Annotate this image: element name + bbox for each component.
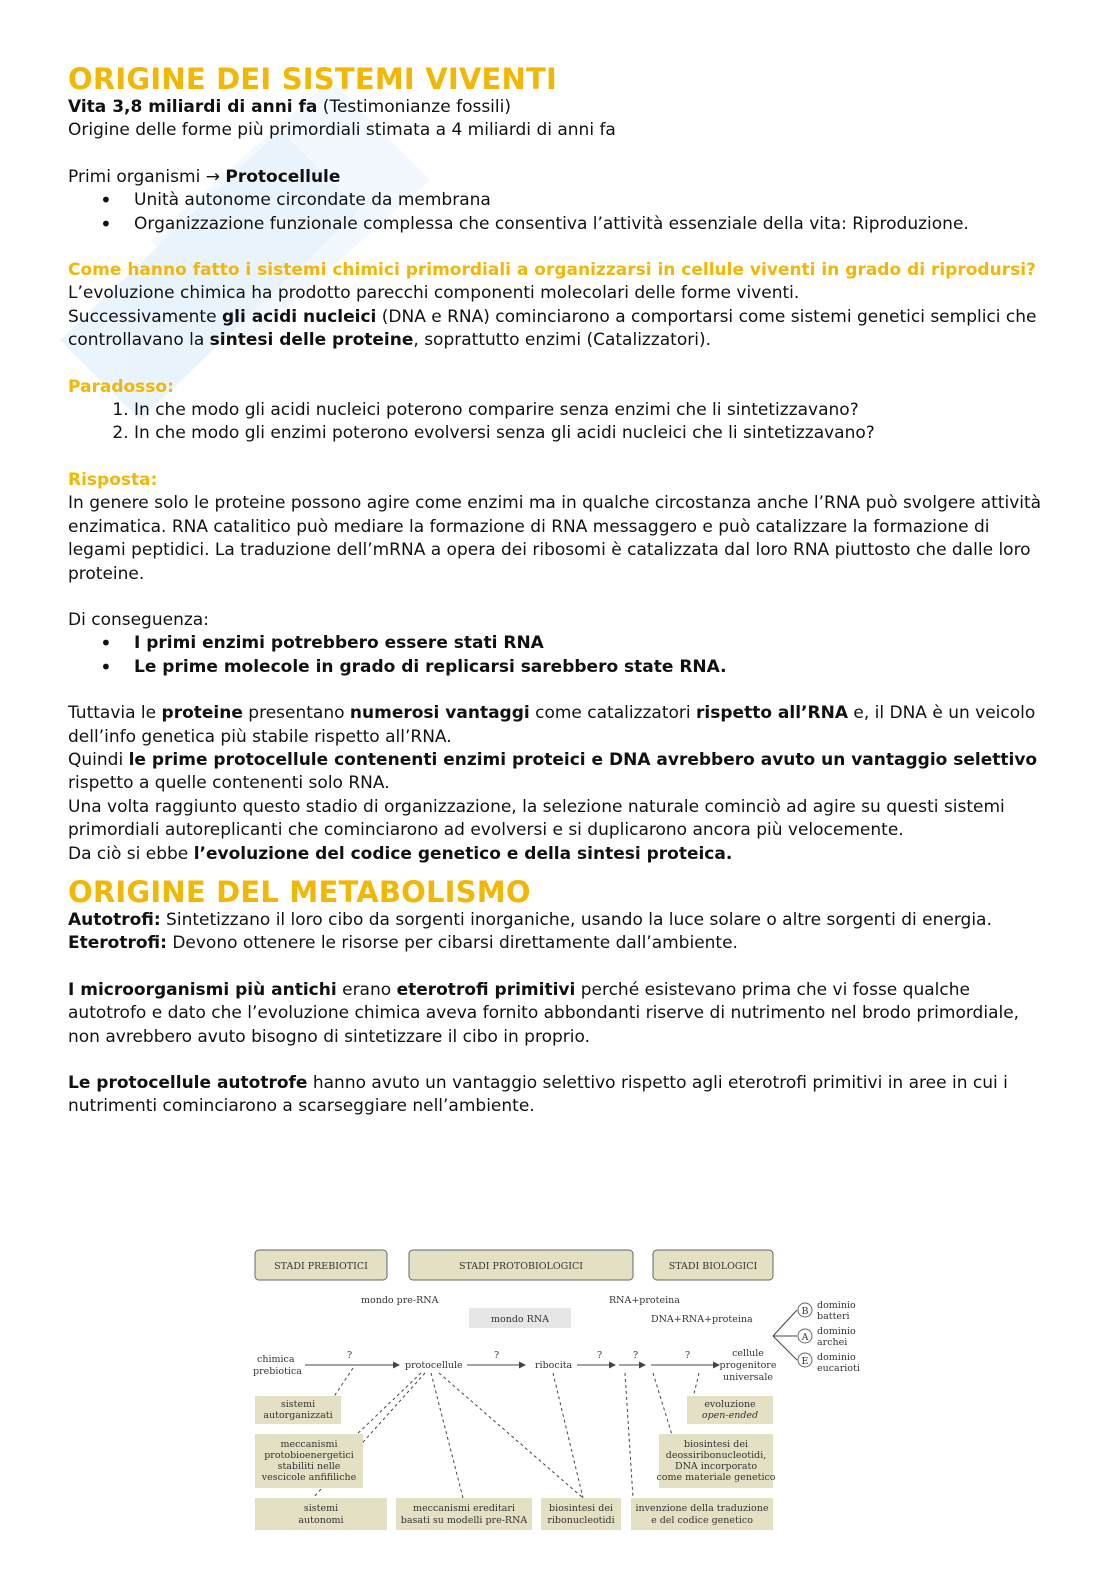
svg-text:meccanismi: meccanismi	[280, 1439, 338, 1450]
svg-text:sistemi: sistemi	[280, 1399, 316, 1410]
svg-text:e del codice genetico: e del codice genetico	[651, 1515, 753, 1526]
label-protocellule: protocellule	[405, 1360, 463, 1371]
stage-header-biological	[653, 1250, 773, 1280]
list-item: • Organizzazione funzionale complessa che consentiva l’attività essenziale della vita: Riproduzione.	[134, 213, 1048, 236]
list-item: • Unità autonome circondate da membrana	[134, 189, 1048, 212]
box-sistemi-autorganizzati	[255, 1396, 341, 1424]
svg-text:archei: archei	[817, 1337, 848, 1348]
box-sistemi-autonomi	[255, 1498, 387, 1530]
svg-text:?: ?	[685, 1350, 691, 1361]
proteins-advantage-paragraph: Tuttavia le proteine presentano numerosi vantaggi come catalizzatori rispetto all’RNA e, il DNA è un veicolo dell’info genetica più stabile rispetto all’RNA.	[68, 703, 1036, 747]
svg-text:evoluzione: evoluzione	[704, 1399, 756, 1410]
svg-text:STADI PROTOBIOLOGICI: STADI PROTOBIOLOGICI	[458, 1261, 584, 1272]
protocell-bullets	[68, 189, 1048, 236]
label-ribocita: ribocita	[535, 1360, 573, 1371]
box-meccanismi-protobioenergetici	[255, 1434, 363, 1488]
paradox-list	[68, 399, 1048, 446]
label-dna-rna-proteina: DNA+RNA+proteina	[651, 1314, 753, 1325]
svg-text:cellule: cellule	[732, 1348, 764, 1359]
svg-text:autonomi: autonomi	[298, 1515, 344, 1526]
svg-text:?: ?	[633, 1350, 639, 1361]
svg-text:basati su modelli pre-RNA: basati su modelli pre-RNA	[400, 1515, 528, 1526]
svg-text:come materiale genetico: come materiale genetico	[656, 1472, 776, 1483]
list-item: • Le prime molecole in grado di replicarsi sarebbero state RNA.	[134, 656, 1048, 679]
selective-advantage-paragraph: Quindi le prime protocellule contenenti enzimi proteici e DNA avrebbero avuto un vantaggio selettivo rispetto a quelle contenenti solo RNA.	[68, 749, 1038, 794]
box-biosintesi-ribonucleotidi	[541, 1498, 621, 1530]
svg-text:biosintesi dei: biosintesi dei	[549, 1503, 613, 1514]
nucleic-acids-paragraph: Successivamente gli acidi nucleici (DNA e RNA) cominciarono a comportarsi come sistemi genetici semplici che controllavano la sintesi delle proteine, soprattutto enzimi (Catalizzatori).	[68, 306, 1037, 351]
svg-text:B: B	[801, 1306, 809, 1317]
list-item: 1. In che modo gli acidi nucleici poterono comparire senza enzimi che li sintetizzavano?	[134, 399, 1048, 422]
chemical-evolution-line: L’evoluzione chimica ha prodotto parecchi componenti molecolari delle forme viventi.	[68, 283, 800, 304]
box-evoluzione-open-ended	[687, 1396, 773, 1424]
svg-text:biosintesi dei: biosintesi dei	[684, 1439, 748, 1450]
svg-text:dominio: dominio	[817, 1300, 856, 1311]
autotrophic-protocells-paragraph: Le protocellule autotrofe hanno avuto un vantaggio selettivo rispetto agli eterotrofi primitivi in aree in cui i nutrimenti cominciarono a scarseggiare nell’ambiente.	[68, 1073, 1008, 1117]
label-mondo-pre-rna: mondo pre-RNA	[361, 1295, 439, 1306]
stage-header-protobiological	[409, 1250, 633, 1280]
document-page	[68, 62, 1048, 1119]
label-mondo-rna: mondo RNA	[491, 1314, 549, 1325]
svg-text:STADI PREBIOTICI: STADI PREBIOTICI	[274, 1261, 368, 1272]
list-item: • I primi enzimi potrebbero essere stati RNA	[134, 632, 1048, 655]
section-title-origine-metabolismo: ORIGINE DEL METABOLISMO	[68, 874, 531, 909]
svg-text:?: ?	[347, 1350, 353, 1361]
answer-heading: Risposta:	[68, 469, 158, 490]
svg-text:protobioenergetici: protobioenergetici	[264, 1450, 354, 1461]
svg-text:invenzione della traduzione: invenzione della traduzione	[635, 1503, 769, 1514]
origin-estimate-line: Origine delle forme più primordiali stimata a 4 miliardi di anni fa	[68, 120, 616, 141]
life-age-line: Vita 3,8 miliardi di anni fa (Testimonianze fossili)	[68, 97, 511, 117]
box-biosintesi-deossiribonucleotidi	[656, 1434, 775, 1488]
svg-text:deossiribonucleotidi,: deossiribonucleotidi,	[665, 1450, 767, 1461]
svg-text:E: E	[801, 1356, 809, 1367]
svg-text:chimica: chimica	[257, 1354, 295, 1365]
svg-text:?: ?	[597, 1350, 603, 1361]
svg-text:autorganizzati: autorganizzati	[263, 1410, 333, 1421]
heterotrophs-definition: Eterotrofi: Devono ottenere le risorse per cibarsi direttamente dall’ambiente.	[68, 933, 738, 954]
svg-text:A: A	[801, 1332, 809, 1343]
evolution-stages-diagram	[253, 1248, 863, 1533]
box-meccanismi-ereditari	[396, 1498, 532, 1530]
svg-text:dominio: dominio	[817, 1352, 856, 1363]
svg-text:eucarioti: eucarioti	[817, 1363, 860, 1374]
genetic-code-paragraph: Da ciò si ebbe l’evoluzione del codice genetico e della sintesi proteica.	[68, 843, 733, 864]
answer-paragraph: In genere solo le proteine possono agire come enzimi ma in qualche circostanza anche l’RNA può svolgere attività enzimatica. RNA catalitico può mediare la formazione di RNA messaggero e può catalizzare la formazione di legami peptidici. La traduzione dell’mRNA a opera dei ribosomi è catalizzata dal loro RNA piuttosto che dalle loro proteine.	[68, 493, 1042, 584]
microorganisms-paragraph: I microorganismi più antichi erano eterotrofi primitivi perché esistevano prima che vi fosse qualche autotrofo e dato che l’evoluzione chimica aveva fornito abbondanti riserve di nutrimento nel brodo primordiale, non avrebbero avuto bisogno di sintetizzare il cibo in proprio.	[68, 979, 1020, 1047]
svg-text:stabiliti nelle: stabiliti nelle	[277, 1461, 341, 1472]
svg-text:sistemi: sistemi	[303, 1503, 339, 1514]
svg-text:batteri: batteri	[817, 1311, 850, 1322]
svg-text:ribonucleotidi: ribonucleotidi	[547, 1515, 615, 1526]
paradox-heading: Paradosso:	[68, 376, 174, 397]
natural-selection-paragraph: Una volta raggiunto questo stadio di organizzazione, la selezione naturale cominciò ad agire su questi sistemi primordiali autoreplicanti che cominciarono ad evolversi e si duplicarono ancora più velocemente.	[68, 796, 1005, 841]
svg-text:vescicole anfifiliche: vescicole anfifiliche	[261, 1472, 357, 1483]
svg-text:universale: universale	[722, 1372, 774, 1383]
svg-text:meccanismi ereditari: meccanismi ereditari	[413, 1503, 515, 1514]
svg-text:?: ?	[494, 1350, 500, 1361]
question-heading: Come hanno fatto i sistemi chimici primordiali a organizzarsi in cellule viventi in grado di riprodursi?	[68, 260, 1036, 281]
svg-text:prebiotica: prebiotica	[253, 1366, 302, 1377]
list-item: 2. In che modo gli enzimi poterono evolversi senza gli acidi nucleici che li sintetizzavano?	[134, 422, 1048, 445]
svg-text:STADI BIOLOGICI: STADI BIOLOGICI	[668, 1261, 758, 1272]
stage-header-prebiotic	[255, 1250, 387, 1280]
autotrophs-definition: Autotrofi: Sintetizzano il loro cibo da sorgenti inorganiche, usando la luce solare o altre sorgenti di energia.	[68, 909, 992, 930]
section-title-origine-sistemi: ORIGINE DEI SISTEMI VIVENTI	[68, 62, 557, 96]
label-rna-proteina: RNA+proteina	[609, 1295, 680, 1306]
consequence-label: Di conseguenza:	[68, 609, 209, 630]
arrow-right-icon: →	[205, 166, 220, 187]
first-organisms-line: Primi organismi → Protocellule	[68, 166, 341, 187]
svg-text:open-ended: open-ended	[701, 1410, 759, 1421]
svg-text:dominio: dominio	[817, 1326, 856, 1337]
consequence-bullets	[68, 632, 1048, 679]
box-invenzione-traduzione	[631, 1498, 773, 1530]
svg-text:progenitore: progenitore	[719, 1360, 777, 1371]
svg-text:DNA incorporato: DNA incorporato	[674, 1461, 758, 1472]
